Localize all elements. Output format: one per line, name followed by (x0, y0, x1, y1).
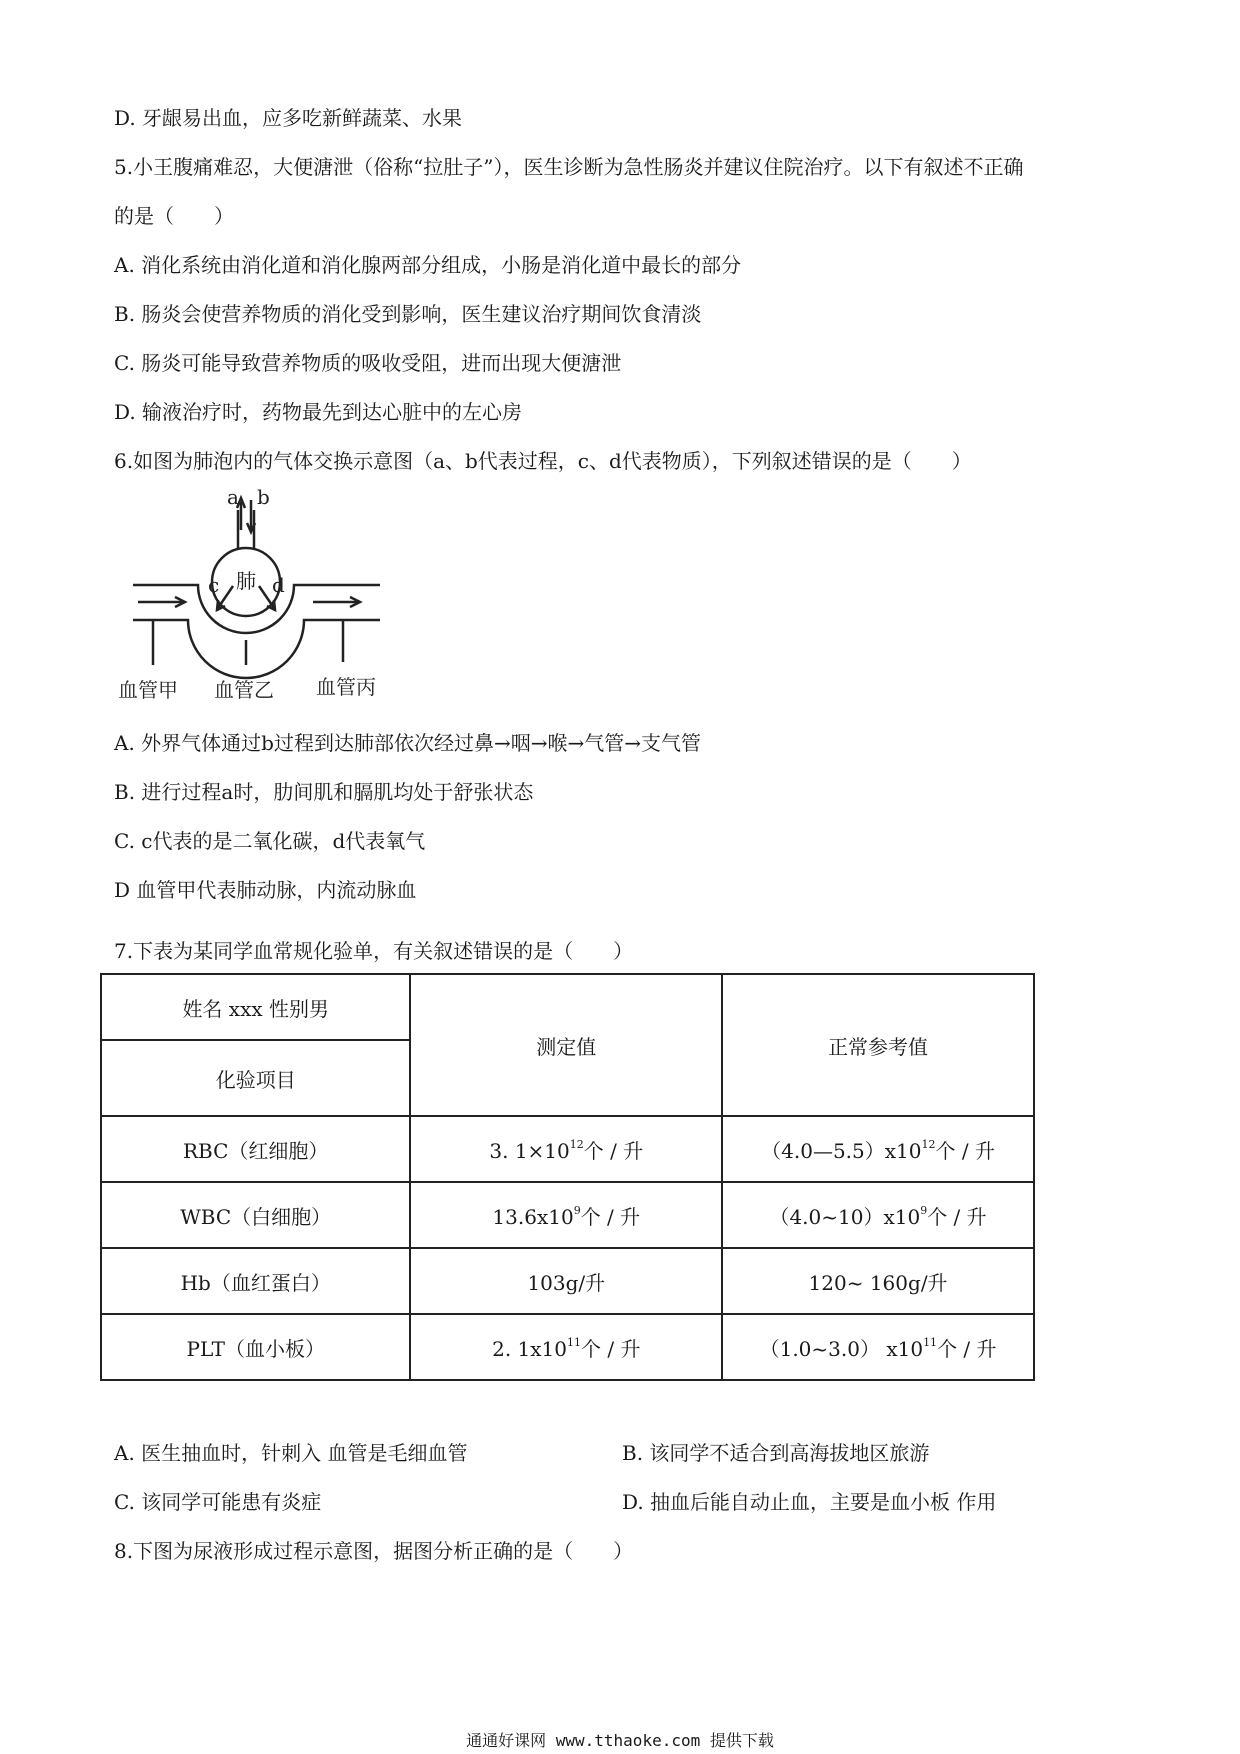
q7-option-d: D. 抽血后能自动止血，主要是血小板 作用 (622, 1490, 997, 1514)
table-row (101, 1116, 1034, 1182)
q6-option-a: A. 外界气体通过b过程到达肺部依次经过鼻→咽→喉→气管→支气管 (114, 731, 701, 755)
q8-stem: 8.下图为尿液形成过程示意图，据图分析正确的是（ ） (114, 1539, 634, 1563)
item-cell: RBC（红细胞） (101, 1116, 410, 1182)
q6-option-c: C. c代表的是二氧化碳，d代表氧气 (114, 829, 426, 853)
label-lung: 肺 (236, 569, 256, 593)
alveolus-gas-exchange-diagram (118, 485, 388, 710)
label-d: d (272, 573, 285, 597)
q5-option-d: D. 输液治疗时，药物最先到达心脏中的左心房 (114, 400, 523, 424)
q7-options-row1 (114, 1439, 1114, 1467)
item-cell: PLT（血小板） (101, 1314, 410, 1380)
vessel-label-1: 血管甲 (118, 678, 178, 702)
q7-option-a: A. 医生抽血时，针刺入 血管是毛细血管 (114, 1441, 468, 1465)
item-cell: WBC（白细胞） (101, 1182, 410, 1248)
measured-cell: 103g/升 (410, 1248, 722, 1314)
vessel-label-2: 血管乙 (214, 678, 274, 702)
q7-options-row2 (114, 1488, 1114, 1516)
q7-option-b: B. 该同学不适合到高海拔地区旅游 (622, 1441, 930, 1465)
reference-cell: （1.0~3.0） $x10^{11}$个 / 升 (722, 1314, 1034, 1380)
q4-option-d: D. 牙龈易出血，应多吃新鲜蔬菜、水果 (114, 106, 463, 130)
q7-option-c: C. 该同学可能患有炎症 (114, 1490, 322, 1514)
table-row (101, 1248, 1034, 1314)
label-b: b (257, 485, 270, 509)
vessel-label-3: 血管丙 (316, 675, 376, 699)
label-c: c (208, 573, 220, 597)
q6-stem: 6.如图为肺泡内的气体交换示意图（a、b代表过程，c、d代表物质），下列叙述错误的是（ ） (114, 449, 972, 473)
q5-option-b: B. 肠炎会使营养物质的消化受到影响，医生建议治疗期间饮食清淡 (114, 302, 702, 326)
q5-option-a: A. 消化系统由消化道和消化腺两部分组成，小肠是消化道中最长的部分 (114, 253, 742, 277)
header-measured-cell: 测定值 (410, 974, 722, 1116)
measured-cell: $13.6x10^9$个 / 升 (410, 1182, 722, 1248)
page-footer: 通通好课网 www.tthaoke.com 提供下载 (466, 1731, 774, 1750)
reference-cell: 120~ 160g/升 (722, 1248, 1034, 1314)
measured-cell: 2. $1x10^{11}$个 / 升 (410, 1314, 722, 1380)
q6-option-b: B. 进行过程a时，肋间肌和膈肌均处于舒张状态 (114, 780, 534, 804)
header-reference-cell: 正常参考值 (722, 974, 1034, 1116)
table-row (101, 1182, 1034, 1248)
reference-cell: $(4.0—5.5)x10^{12}$个 / 升 (722, 1116, 1034, 1182)
item-cell: Hb（血红蛋白） (101, 1248, 410, 1314)
q7-stem: 7.下表为某同学血常规化验单，有关叙述错误的是（ ） (114, 939, 634, 963)
label-a: a (227, 485, 239, 509)
header-item-cell: 化验项目 (101, 1040, 410, 1116)
measured-cell: 3. $1\times 10^{12}$个 / 升 (410, 1116, 722, 1182)
blood-test-table (100, 973, 1035, 1381)
table-row (101, 1314, 1034, 1380)
reference-cell: $(4.0\sim 10)x10^9$个 / 升 (722, 1182, 1034, 1248)
header-name-cell: 姓名 xxx 性别男 (101, 974, 410, 1040)
q5-option-c: C. 肠炎可能导致营养物质的吸收受阻，进而出现大便溏泄 (114, 351, 622, 375)
q5-stem-line1: 5.小王腹痛难忍，大便溏泄（俗称“拉肚子”），医生诊断为急性肠炎并建议住院治疗。以下有叙述不正确 (114, 155, 1024, 179)
q6-option-d: D 血管甲代表肺动脉，内流动脉血 (114, 878, 417, 902)
q5-stem-line2: 的是（ ） (114, 204, 234, 228)
